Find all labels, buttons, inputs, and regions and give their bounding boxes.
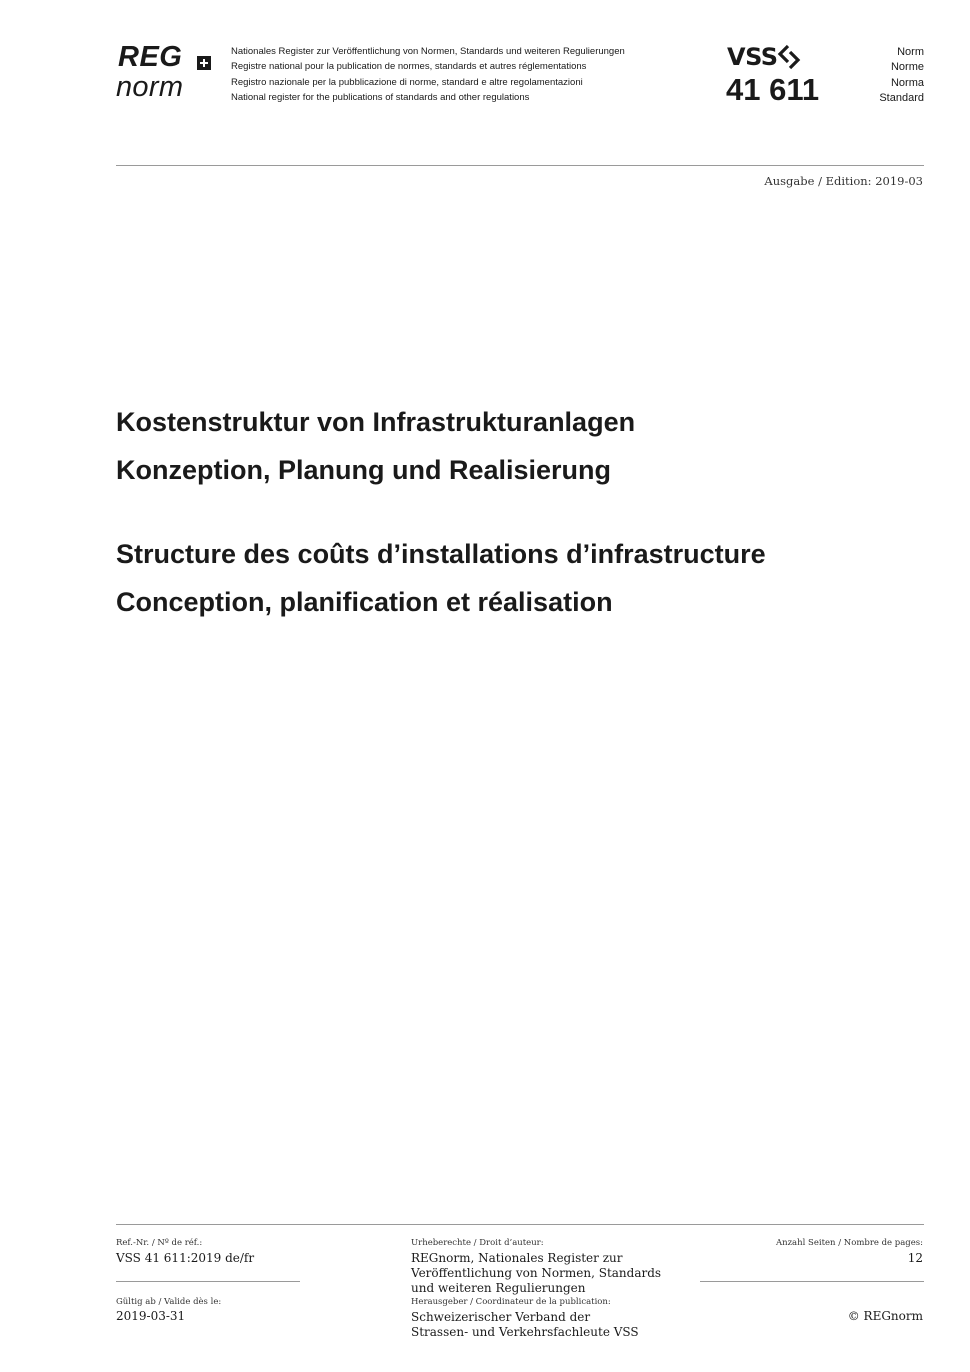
copyright-mark: © REGnorm — [847, 1309, 923, 1323]
register-description — [231, 44, 625, 105]
swiss-cross-icon — [197, 56, 211, 70]
doc-type-it: Norma — [890, 76, 924, 89]
title-fr-line1: Structure des coûts d’installations d’infrastructure — [116, 539, 766, 569]
title-fr-line2: Conception, planification et réalisation — [116, 587, 613, 617]
valid-label: Gültig ab / Valide dès le: — [116, 1297, 222, 1307]
pages-label: Anzahl Seiten / Nombre de pages: — [775, 1238, 923, 1248]
document-type — [879, 45, 924, 106]
pages-value: 12 — [907, 1251, 923, 1265]
ref-divider — [116, 1281, 300, 1282]
regnorm-logo-reg: REG — [118, 41, 183, 73]
copyright-line-3: und weiteren Regulierungen — [411, 1281, 586, 1295]
register-line-it: Registro nazionale per la pubblicazione di norme, standard e altre regolamentazioni — [231, 76, 583, 88]
pages-divider — [700, 1281, 924, 1282]
vss-logo: VSS — [727, 43, 778, 71]
copyright-line-2: Veröffentlichung von Normen, Standards — [411, 1266, 662, 1280]
ref-label: Ref.-Nr. / Nº de réf.: — [116, 1238, 203, 1248]
register-line-en: National register for the publications of standards and other regulations — [231, 91, 530, 103]
register-line-fr: Registre national pour la publication de normes, standards et autres réglementations — [231, 61, 587, 73]
valid-value: 2019-03-31 — [116, 1309, 186, 1323]
register-line-de: Nationales Register zur Veröffentlichung von Normen, Standards und weiteren Regulierungen — [231, 46, 625, 57]
publisher-label: Herausgeber / Coordinateur de la publication: — [411, 1297, 611, 1307]
footer-divider — [116, 1224, 924, 1225]
edition-date: Ausgabe / Edition: 2019-03 — [764, 174, 923, 188]
doc-type-de: Norm — [897, 46, 924, 58]
ref-value: VSS 41 611:2019 de/fr — [116, 1251, 255, 1265]
doc-type-en: Standard — [879, 91, 924, 104]
title-de-line1: Kostenstruktur von Infrastrukturanlagen — [116, 407, 636, 437]
publisher-line-1: Schweizerischer Verband der — [411, 1310, 591, 1324]
standard-number: 41 611 — [726, 72, 820, 107]
regnorm-logo-norm: norm — [116, 71, 184, 103]
copyright-line-1: REGnorm, Nationales Register zur — [411, 1251, 623, 1265]
title-de-line2: Konzeption, Planung und Realisierung — [116, 455, 612, 485]
vss-arrow-icon — [776, 44, 802, 70]
header-divider — [116, 165, 924, 166]
publisher-line-2: Strassen- und Verkehrsfachleute VSS — [411, 1325, 639, 1339]
doc-type-fr: Norme — [890, 61, 924, 74]
copyright-label: Urheberechte / Droit d’auteur: — [411, 1238, 544, 1248]
